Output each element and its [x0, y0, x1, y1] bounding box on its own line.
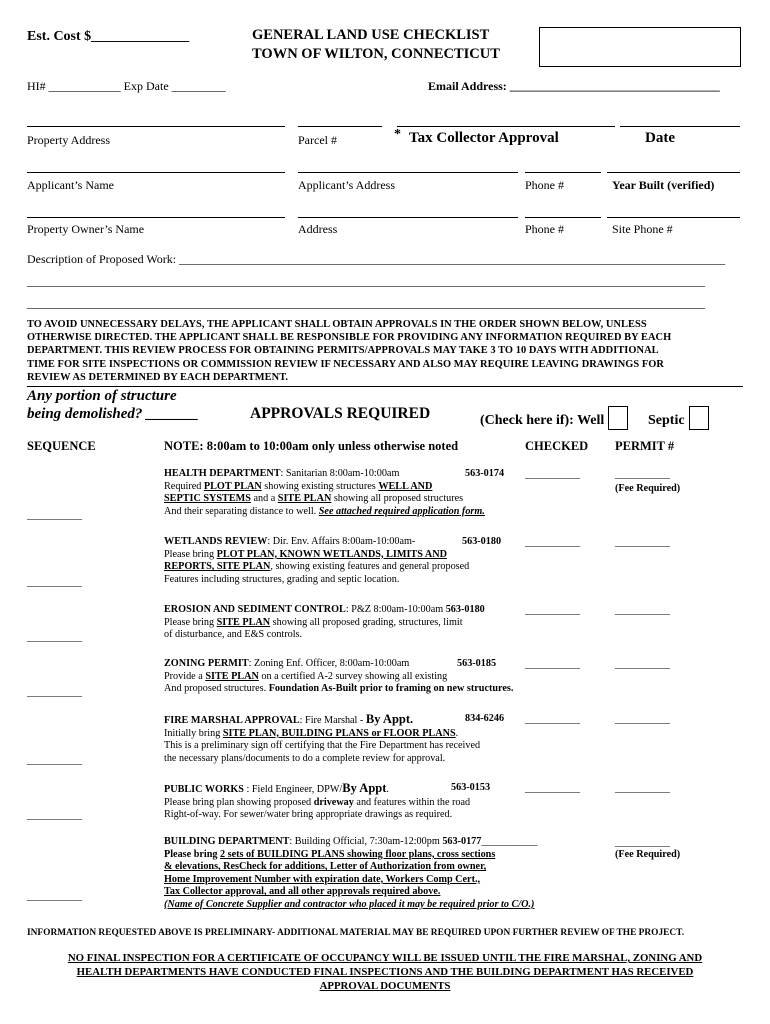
- wetlands-checked-field[interactable]: __________: [525, 536, 580, 548]
- fire-phone: 834-6246: [465, 713, 505, 724]
- phone-label-2: Phone #: [525, 222, 564, 236]
- dept-name: WETLANDS REVIEW: [164, 536, 268, 547]
- dept-name: HEALTH DEPARTMENT: [164, 468, 281, 479]
- text: SEPTIC SYSTEMS: [164, 493, 251, 505]
- erosion-checked-field[interactable]: __________: [525, 604, 580, 616]
- fire-permit-field[interactable]: __________: [615, 713, 670, 725]
- by-appt: By Appt: [342, 781, 387, 795]
- public-works-phone: 563-0153: [451, 782, 491, 793]
- text: (Name of Concrete Supplier and contractor who placed it may be required prior to C/O.): [164, 898, 535, 910]
- dept-phone: 563-0180: [445, 604, 485, 615]
- applicant-name-label: Applicant’s Name: [27, 178, 114, 192]
- wetlands-phone: 563-0180: [462, 536, 502, 547]
- health-phone: 563-0174: [465, 468, 505, 479]
- text: and features within the road: [353, 796, 471, 808]
- sequence-header: SEQUENCE: [27, 439, 96, 453]
- notice-line: REVIEW AS DETERMINED BY EACH DEPARTMENT.: [27, 371, 289, 383]
- text: Tax Collector approval, and all other approvals required above.: [164, 886, 441, 898]
- est-cost-field[interactable]: Est. Cost $______________: [27, 29, 190, 44]
- hours-note: NOTE: 8:00am to 10:00am only unless otherwise noted: [164, 439, 459, 453]
- text: PLOT PLAN: [203, 480, 262, 492]
- final-line-1: NO FINAL INSPECTION FOR A CERTIFICATE OF OCCUPANCY WILL BE ISSUED UNTIL THE FIRE MARSHAL, ZONING AND: [67, 952, 703, 964]
- public-works-checked-field[interactable]: __________: [525, 782, 580, 794]
- building-fee-required: (Fee Required): [615, 849, 681, 860]
- text: Right-of-way. For sewer/water bring appropriate drawings as required.: [164, 809, 453, 821]
- owner-address-line[interactable]: [298, 217, 518, 218]
- notice-line: TIME FOR SITE INSPECTIONS OR COMMISSION REVIEW IF NECESSARY AND ALSO MAY REQUIRE LEAVING DRAWINGS FOR: [27, 358, 664, 370]
- text: See attached required application form.: [318, 505, 485, 517]
- text: REPORTS, SITE PLAN: [164, 561, 271, 573]
- well-checkbox[interactable]: [608, 406, 628, 430]
- building-sequence-field[interactable]: __________: [27, 890, 82, 902]
- form-subtitle: TOWN OF WILTON, CONNECTICUT: [252, 46, 500, 62]
- dept-info: : P&Z 8:00am-10:00am: [345, 604, 446, 615]
- wetlands-review-block: [164, 536, 469, 586]
- text: Initially bring: [164, 727, 223, 739]
- text: Foundation As-Built prior to framing on new structures.: [268, 683, 514, 695]
- text: showing all proposed structures: [331, 493, 464, 505]
- dept-info: : Sanitarian 8:00am-10:00am: [280, 468, 400, 479]
- year-built-line[interactable]: [607, 172, 740, 173]
- text: SITE PLAN, BUILDING PLANS or FLOOR PLANS: [222, 727, 456, 739]
- text: Home Improvement Number with expiration date, Workers Comp Cert.,: [164, 873, 481, 885]
- property-address-label: Property Address: [27, 133, 110, 147]
- zoning-checked-field[interactable]: __________: [525, 658, 580, 670]
- wetlands-permit-field[interactable]: __________: [615, 536, 670, 548]
- description-line-3[interactable]: _________________________________________________________________________________________________________________: [27, 296, 705, 310]
- fire-checked-field[interactable]: __________: [525, 713, 580, 725]
- description-line-2[interactable]: _________________________________________________________________________________________________________________: [27, 274, 705, 288]
- phone-line-1[interactable]: [525, 172, 601, 173]
- text: and a: [250, 493, 278, 505]
- text: driveway: [313, 796, 354, 808]
- dept-info: : Zoning Enf. Officer, 8:00am-10:00am: [248, 658, 410, 669]
- text: Features including structures, grading and septic location.: [164, 573, 400, 585]
- demolish-line-2: being demolished? _______: [27, 406, 199, 422]
- public-works-permit-field[interactable]: __________: [615, 782, 670, 794]
- preliminary-info: INFORMATION REQUESTED ABOVE IS PRELIMINARY- ADDITIONAL MATERIAL MAY BE REQUIRED UPON FURTHER REVIEW OF THE PROJECT.: [27, 928, 685, 938]
- checked-header: CHECKED: [525, 439, 589, 453]
- dept-phone: 563-0177: [442, 836, 482, 847]
- dept-info: : Dir. Env. Affairs 8:00am-10:00am-: [267, 536, 416, 547]
- text: , showing existing features and general proposed: [270, 561, 470, 573]
- public-works-sequence-field[interactable]: __________: [27, 809, 82, 821]
- description-field[interactable]: Description of Proposed Work: ___________________________________________________________________________________________: [27, 252, 726, 266]
- text: .: [455, 727, 459, 739]
- text: SITE PLAN: [277, 493, 332, 505]
- check-here-well: [480, 406, 628, 430]
- asterisk-mark: *: [394, 127, 401, 142]
- date-label: Date: [645, 130, 675, 146]
- notice-line: DEPARTMENT. THIS REVIEW PROCESS FOR OBTAINING PERMITS/APPROVALS MAY TAKE 3 TO 10 DAYS WITH ADDITIONAL: [27, 345, 659, 357]
- text: of disturbance, and E&S controls.: [164, 629, 303, 641]
- by-appt: By Appt.: [365, 712, 414, 726]
- building-department-block: [164, 836, 537, 912]
- demolish-question[interactable]: [27, 387, 199, 423]
- erosion-sequence-field[interactable]: __________: [27, 631, 82, 643]
- text: Please bring plan showing proposed: [164, 796, 314, 808]
- building-permit-field[interactable]: __________: [615, 836, 670, 848]
- site-phone-line[interactable]: [607, 217, 740, 218]
- tax-collector-label: Tax Collector Approval: [409, 130, 559, 146]
- well-label: (Check here if): Well: [480, 413, 605, 428]
- text: Please bring: [164, 548, 217, 560]
- text: Please bring: [164, 616, 217, 628]
- check-here-septic: [648, 406, 709, 430]
- dept-name: ZONING PERMIT: [164, 658, 249, 669]
- text: the necessary plans/documents to do a complete review for approval.: [164, 752, 446, 764]
- approvals-required-title: APPROVALS REQUIRED: [250, 405, 431, 422]
- dept-info: : Building Official, 7:30am-12:00pm: [289, 836, 443, 847]
- phone-label-1: Phone #: [525, 178, 564, 192]
- phone-line-2[interactable]: [525, 217, 601, 218]
- notice-line: OTHERWISE DIRECTED. THE APPLICANT SHALL BE RESPONSIBLE FOR PROVIDING ANY INFORMATION REQUIRED BY EACH: [27, 332, 672, 344]
- text: PLOT PLAN, KNOWN WETLANDS, LIMITS AND: [216, 548, 447, 560]
- email-field[interactable]: Email Address: ___________________________________: [428, 79, 720, 93]
- text: Please bring: [164, 848, 221, 860]
- fire-marshal-block: [164, 713, 480, 765]
- dept-info: : Fire Marshal -: [299, 715, 366, 726]
- text: showing existing structures: [261, 480, 379, 492]
- text: SITE PLAN: [205, 670, 259, 682]
- order-notice: [27, 318, 671, 384]
- final-inspection-notice: [0, 951, 770, 993]
- office-use-box[interactable]: [539, 27, 741, 67]
- dept-name: BUILDING DEPARTMENT: [164, 836, 290, 847]
- text: showing all proposed grading, structures, limit: [270, 616, 463, 628]
- zoning-permit-field[interactable]: __________: [615, 658, 670, 670]
- final-line-2: HEALTH DEPARTMENTS HAVE CONDUCTED FINAL INSPECTIONS AND THE BUILDING DEPARTMENT HAS RECEIVED: [76, 966, 694, 978]
- applicant-address-line[interactable]: [298, 172, 518, 173]
- parcel-line[interactable]: [298, 126, 382, 127]
- erosion-control-block: [164, 604, 485, 642]
- final-line-3: APPROVAL DOCUMENTS: [319, 980, 451, 992]
- dept-name: PUBLIC WORKS: [164, 784, 244, 795]
- fire-sequence-field[interactable]: __________: [27, 754, 82, 766]
- text: And proposed structures.: [164, 683, 269, 695]
- tax-collector-line[interactable]: [397, 126, 615, 127]
- owner-address-label: Address: [298, 222, 338, 236]
- text: Provide a: [164, 670, 206, 682]
- health-fee-required: (Fee Required): [615, 483, 681, 494]
- text: .: [386, 784, 389, 795]
- parcel-label: Parcel #: [298, 133, 337, 147]
- building-checked-field[interactable]: ___________: [481, 836, 538, 847]
- demolish-line-1: Any portion of structure: [27, 388, 177, 404]
- dept-name: FIRE MARSHAL APPROVAL: [164, 715, 300, 726]
- septic-label: Septic: [648, 413, 685, 428]
- dept-info: : Field Engineer, DPW/: [243, 784, 343, 795]
- permit-header: PERMIT #: [615, 439, 675, 453]
- text: This is a preliminary sign off certifying that the Fire Department has received: [164, 740, 481, 752]
- site-phone-label: Site Phone #: [612, 222, 673, 236]
- public-works-block: [164, 782, 470, 822]
- hi-exp-field[interactable]: HI# ____________ Exp Date _________: [27, 79, 226, 93]
- health-permit-field[interactable]: __________: [615, 468, 670, 480]
- text: And their separating distance to well.: [164, 505, 319, 517]
- property-address-line[interactable]: [27, 126, 285, 127]
- owner-name-label: Property Owner’s Name: [27, 222, 145, 236]
- owner-name-line[interactable]: [27, 217, 285, 218]
- erosion-permit-field[interactable]: __________: [615, 604, 670, 616]
- text: on a certified A-2 survey showing all existing: [258, 670, 448, 682]
- text: WELL AND: [378, 480, 433, 492]
- notice-line: TO AVOID UNNECESSARY DELAYS, THE APPLICANT SHALL OBTAIN APPROVALS IN THE ORDER SHOWN BELOW, UNLESS: [27, 319, 647, 330]
- year-built-label: Year Built (verified): [612, 178, 715, 192]
- applicant-address-label: Applicant’s Address: [298, 178, 395, 192]
- text: & elevations, ResCheck for additions, Letter of Authorization from owner,: [164, 861, 487, 873]
- zoning-sequence-field[interactable]: __________: [27, 686, 82, 698]
- dept-name: EROSION AND SEDIMENT CONTROL: [164, 604, 346, 615]
- applicant-name-line[interactable]: [27, 172, 285, 173]
- text: SITE PLAN: [216, 616, 271, 628]
- wetlands-sequence-field[interactable]: __________: [27, 576, 82, 588]
- date-line[interactable]: [620, 126, 740, 127]
- health-sequence-field[interactable]: __________: [27, 509, 82, 521]
- text: Required: [164, 480, 204, 492]
- health-checked-field[interactable]: __________: [525, 468, 580, 480]
- text: 2 sets of BUILDING PLANS showing floor plans, cross sections: [220, 848, 496, 860]
- zoning-phone: 563-0185: [457, 658, 497, 669]
- form-title: GENERAL LAND USE CHECKLIST: [252, 27, 490, 43]
- health-department-block: [164, 468, 485, 518]
- septic-checkbox[interactable]: [689, 406, 709, 430]
